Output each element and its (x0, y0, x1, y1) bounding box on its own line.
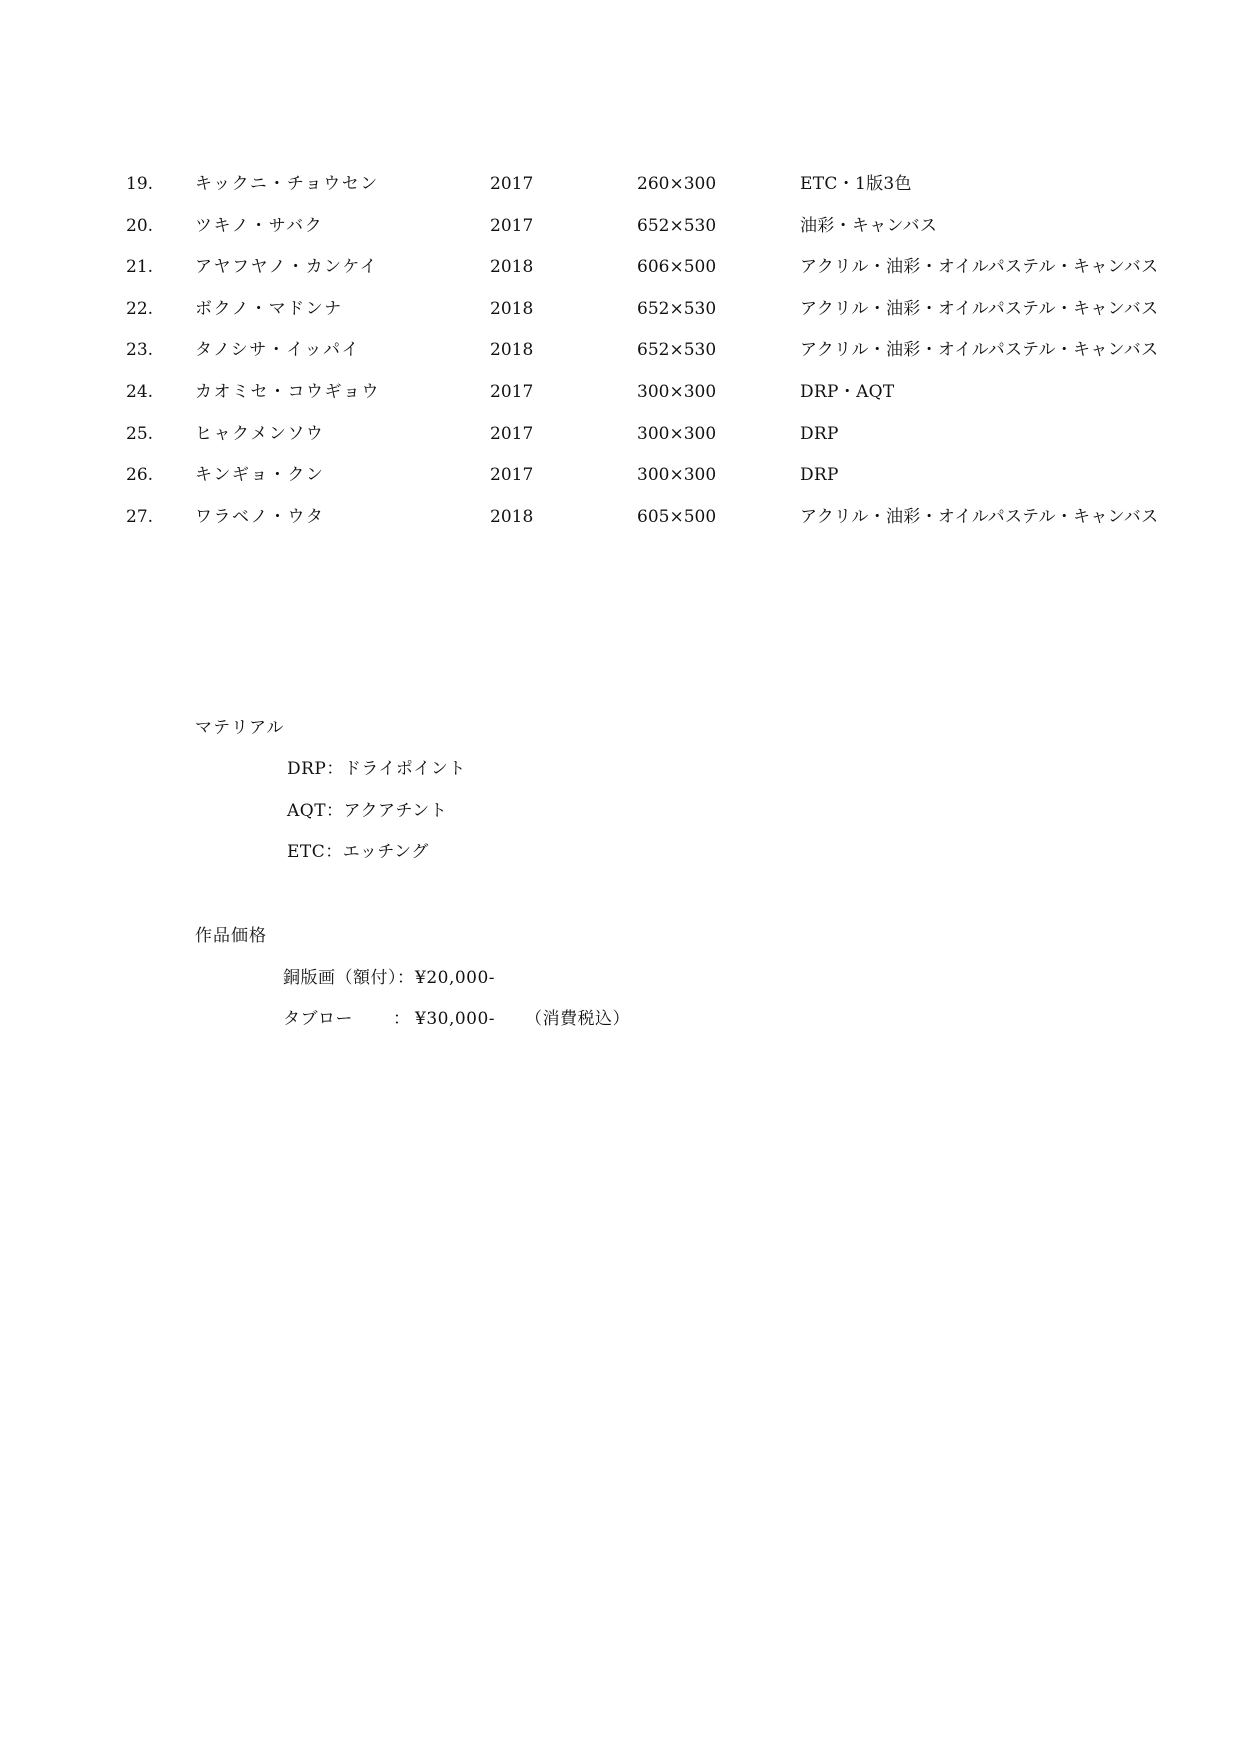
work-title: ツキノ・サバク (195, 215, 324, 236)
work-title: キンギョ・クン (195, 465, 325, 486)
work-title: カオミセ・コウギョウ (195, 381, 380, 402)
work-medium: アクリル・油彩・オイルパステル・キャンバス (800, 340, 1159, 361)
work-row (126, 421, 1186, 463)
material-legend-item: AQT：アクアチント (287, 801, 448, 821)
work-year: 2018 (490, 506, 534, 527)
price-value: ¥20,000- (415, 968, 496, 988)
work-year: 2017 (490, 381, 534, 402)
work-row (126, 171, 1186, 213)
work-year: 2017 (490, 174, 534, 194)
work-medium: アクリル・油彩・オイルパステル・キャンバス (800, 257, 1159, 278)
work-number: 20. (126, 215, 154, 236)
work-number: 26. (126, 465, 154, 486)
work-title: ボクノ・マドンナ (195, 298, 343, 319)
work-number: 24. (126, 381, 154, 402)
price-colon: ： (393, 1009, 411, 1029)
work-size: 260×300 (637, 174, 717, 194)
work-number: 19. (126, 174, 154, 194)
material-legend-item: ETC：エッチング (287, 842, 429, 862)
work-size: 300×300 (637, 381, 717, 402)
work-year: 2017 (490, 465, 534, 486)
work-size: 606×500 (637, 257, 717, 278)
price-label: タブロー (283, 1009, 353, 1029)
work-row (126, 254, 1186, 296)
price-value: ¥30,000- (415, 1009, 496, 1029)
work-title: アヤフヤノ・カンケイ (195, 257, 379, 278)
work-medium: DRP (800, 423, 839, 444)
work-size: 652×530 (637, 215, 717, 236)
work-title: タノシサ・イッパイ (195, 340, 360, 361)
work-number: 23. (126, 340, 154, 361)
work-size: 652×530 (637, 298, 717, 319)
work-row (126, 337, 1186, 379)
work-year: 2017 (490, 423, 534, 444)
work-row (126, 296, 1186, 338)
work-row (126, 213, 1186, 255)
work-year: 2018 (490, 257, 534, 278)
work-year: 2018 (490, 340, 534, 361)
works-list (126, 171, 1186, 545)
work-row (126, 379, 1186, 421)
work-row (126, 462, 1186, 504)
work-medium: ETC・1版3色 (800, 174, 912, 194)
work-year: 2017 (490, 215, 534, 236)
pricing-heading: 作品価格 (195, 926, 267, 946)
work-medium: DRP・AQT (800, 381, 895, 402)
work-medium: 油彩・キャンバス (800, 215, 938, 236)
work-number: 21. (126, 257, 154, 278)
work-number: 27. (126, 506, 154, 527)
work-row (126, 504, 1186, 546)
work-title: ワラベノ・ウタ (195, 506, 325, 527)
work-title: ヒャクメンソウ (195, 423, 325, 444)
work-title: キックニ・チョウセン (195, 174, 379, 194)
work-number: 22. (126, 298, 154, 319)
work-size: 300×300 (637, 465, 717, 486)
work-year: 2018 (490, 298, 534, 319)
price-label: 銅版画（額付）： (283, 968, 415, 988)
materials-heading: マテリアル (195, 718, 285, 738)
work-size: 652×530 (637, 340, 717, 361)
tax-note: （消費税込） (525, 1009, 630, 1029)
work-size: 605×500 (637, 506, 717, 527)
work-medium: アクリル・油彩・オイルパステル・キャンバス (800, 506, 1159, 527)
work-medium: DRP (800, 465, 839, 486)
work-size: 300×300 (637, 423, 717, 444)
work-medium: アクリル・油彩・オイルパステル・キャンバス (800, 298, 1159, 319)
material-legend-item: DRP：ドライポイント (287, 759, 466, 779)
work-number: 25. (126, 423, 154, 444)
